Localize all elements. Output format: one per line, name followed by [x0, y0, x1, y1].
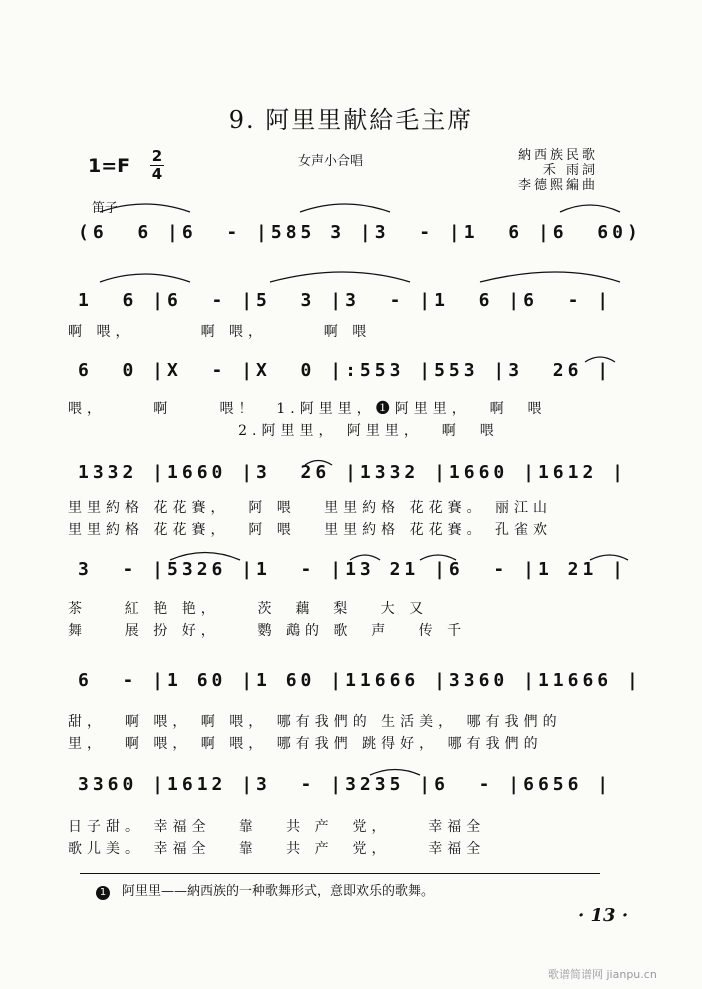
performance-subtitle: 女声小合唱 — [298, 154, 364, 169]
notation-line: 3360 |1612 |3 - |3235 |6 - |6656 | — [78, 773, 613, 795]
slur-arc — [300, 204, 390, 212]
notation-line: 1 6 |6 - |5 3 |3 - |1 6 |6 - | — [78, 289, 613, 311]
score-system — [0, 767, 702, 801]
footnote-marker: 1 — [96, 886, 110, 900]
time-signature — [150, 148, 164, 183]
lyric-line-verse-2: 里里約格 花花賽， 阿 喂 里里約格 花花賽。 孔雀欢 — [68, 522, 553, 538]
notation-line: 6 0 |X - |X 0 |:553 |553 |3 26 | — [78, 359, 613, 381]
lyric-line-verse-2: 舞 展 扮 好， 鹦 鵡的 歌 声 传 千 — [68, 623, 467, 639]
watermark: 歌谱简谱网 jianpu.cn — [548, 968, 657, 981]
key-signature: 1=F — [88, 155, 131, 177]
footnote — [96, 880, 434, 900]
score-system — [0, 663, 702, 697]
lyric-line-verse-1: 里里約格 花花賽， 阿 喂 里里約格 花花賽。 丽江山 — [68, 500, 553, 516]
score-system-intro — [0, 215, 702, 249]
credit-lyricist: 禾 雨詞 — [542, 163, 599, 178]
instrument-label: 笛子 — [92, 201, 119, 216]
notation-line: (6 6 |6 - |585 3 |3 - |1 6 |6 60) — [78, 221, 642, 243]
slur-arc — [270, 272, 410, 282]
page-number: · 13 · — [578, 905, 629, 926]
notation-line: 1332 |1660 |3 26 |1332 |1660 |1612 | — [78, 461, 627, 483]
song-title: 9. 阿里里献給毛主席 — [228, 106, 474, 134]
lyric-line-verse-2: 里， 啊 喂， 啊 喂， 哪有我們 跳得好， 哪有我們的 — [68, 736, 543, 752]
credit-folk-song: 納西族民歌 — [518, 148, 599, 163]
score-system — [0, 353, 702, 387]
slur-arc — [480, 272, 620, 282]
footnote-divider — [80, 873, 600, 874]
lyric-line-verse-1: 喂， 啊 喂！ 1.阿里里，❶阿里里， 啊 喂 — [68, 401, 547, 417]
lyric-line-verse-1: 日子甜。 幸福全 靠 共 产 党， 幸福全 — [68, 819, 486, 835]
notation-line: 3 - |5326 |1 - |13 21 |6 - |1 21 | — [78, 558, 627, 580]
score-system — [0, 552, 702, 586]
credits — [518, 148, 598, 193]
lyric-line-verse-2: 2.阿里里， 阿里里， 啊 喂 — [68, 423, 499, 439]
lyric-line-verse-2: 歌儿美。 幸福全 靠 共 产 党， 幸福全 — [68, 841, 486, 857]
footnote-text: 阿里里——納西族的一种歌舞形式，意即欢乐的歌舞。 — [122, 884, 435, 899]
score-system — [0, 455, 702, 489]
time-signature-bottom: 4 — [151, 165, 163, 183]
notation-line: 6 - |1 60 |1 60 |11666 |3360 |11666 | — [78, 669, 642, 691]
credit-arranger: 李德熙編曲 — [518, 178, 599, 193]
lyric-line-verse-1: 茶 紅 艳 艳， 茨 藕 梨 大 又 — [68, 601, 429, 617]
slur-arc — [100, 274, 190, 282]
score-system — [0, 283, 702, 317]
slur-arc — [560, 205, 620, 212]
lyric-line-verse-1: 甜， 啊 喂， 啊 喂， 哪有我們的 生活美， 哪有我們的 — [68, 714, 562, 730]
time-signature-top: 2 — [151, 147, 163, 165]
lyric-line: 啊 喂， 啊 喂， 啊 喂 — [68, 324, 372, 340]
